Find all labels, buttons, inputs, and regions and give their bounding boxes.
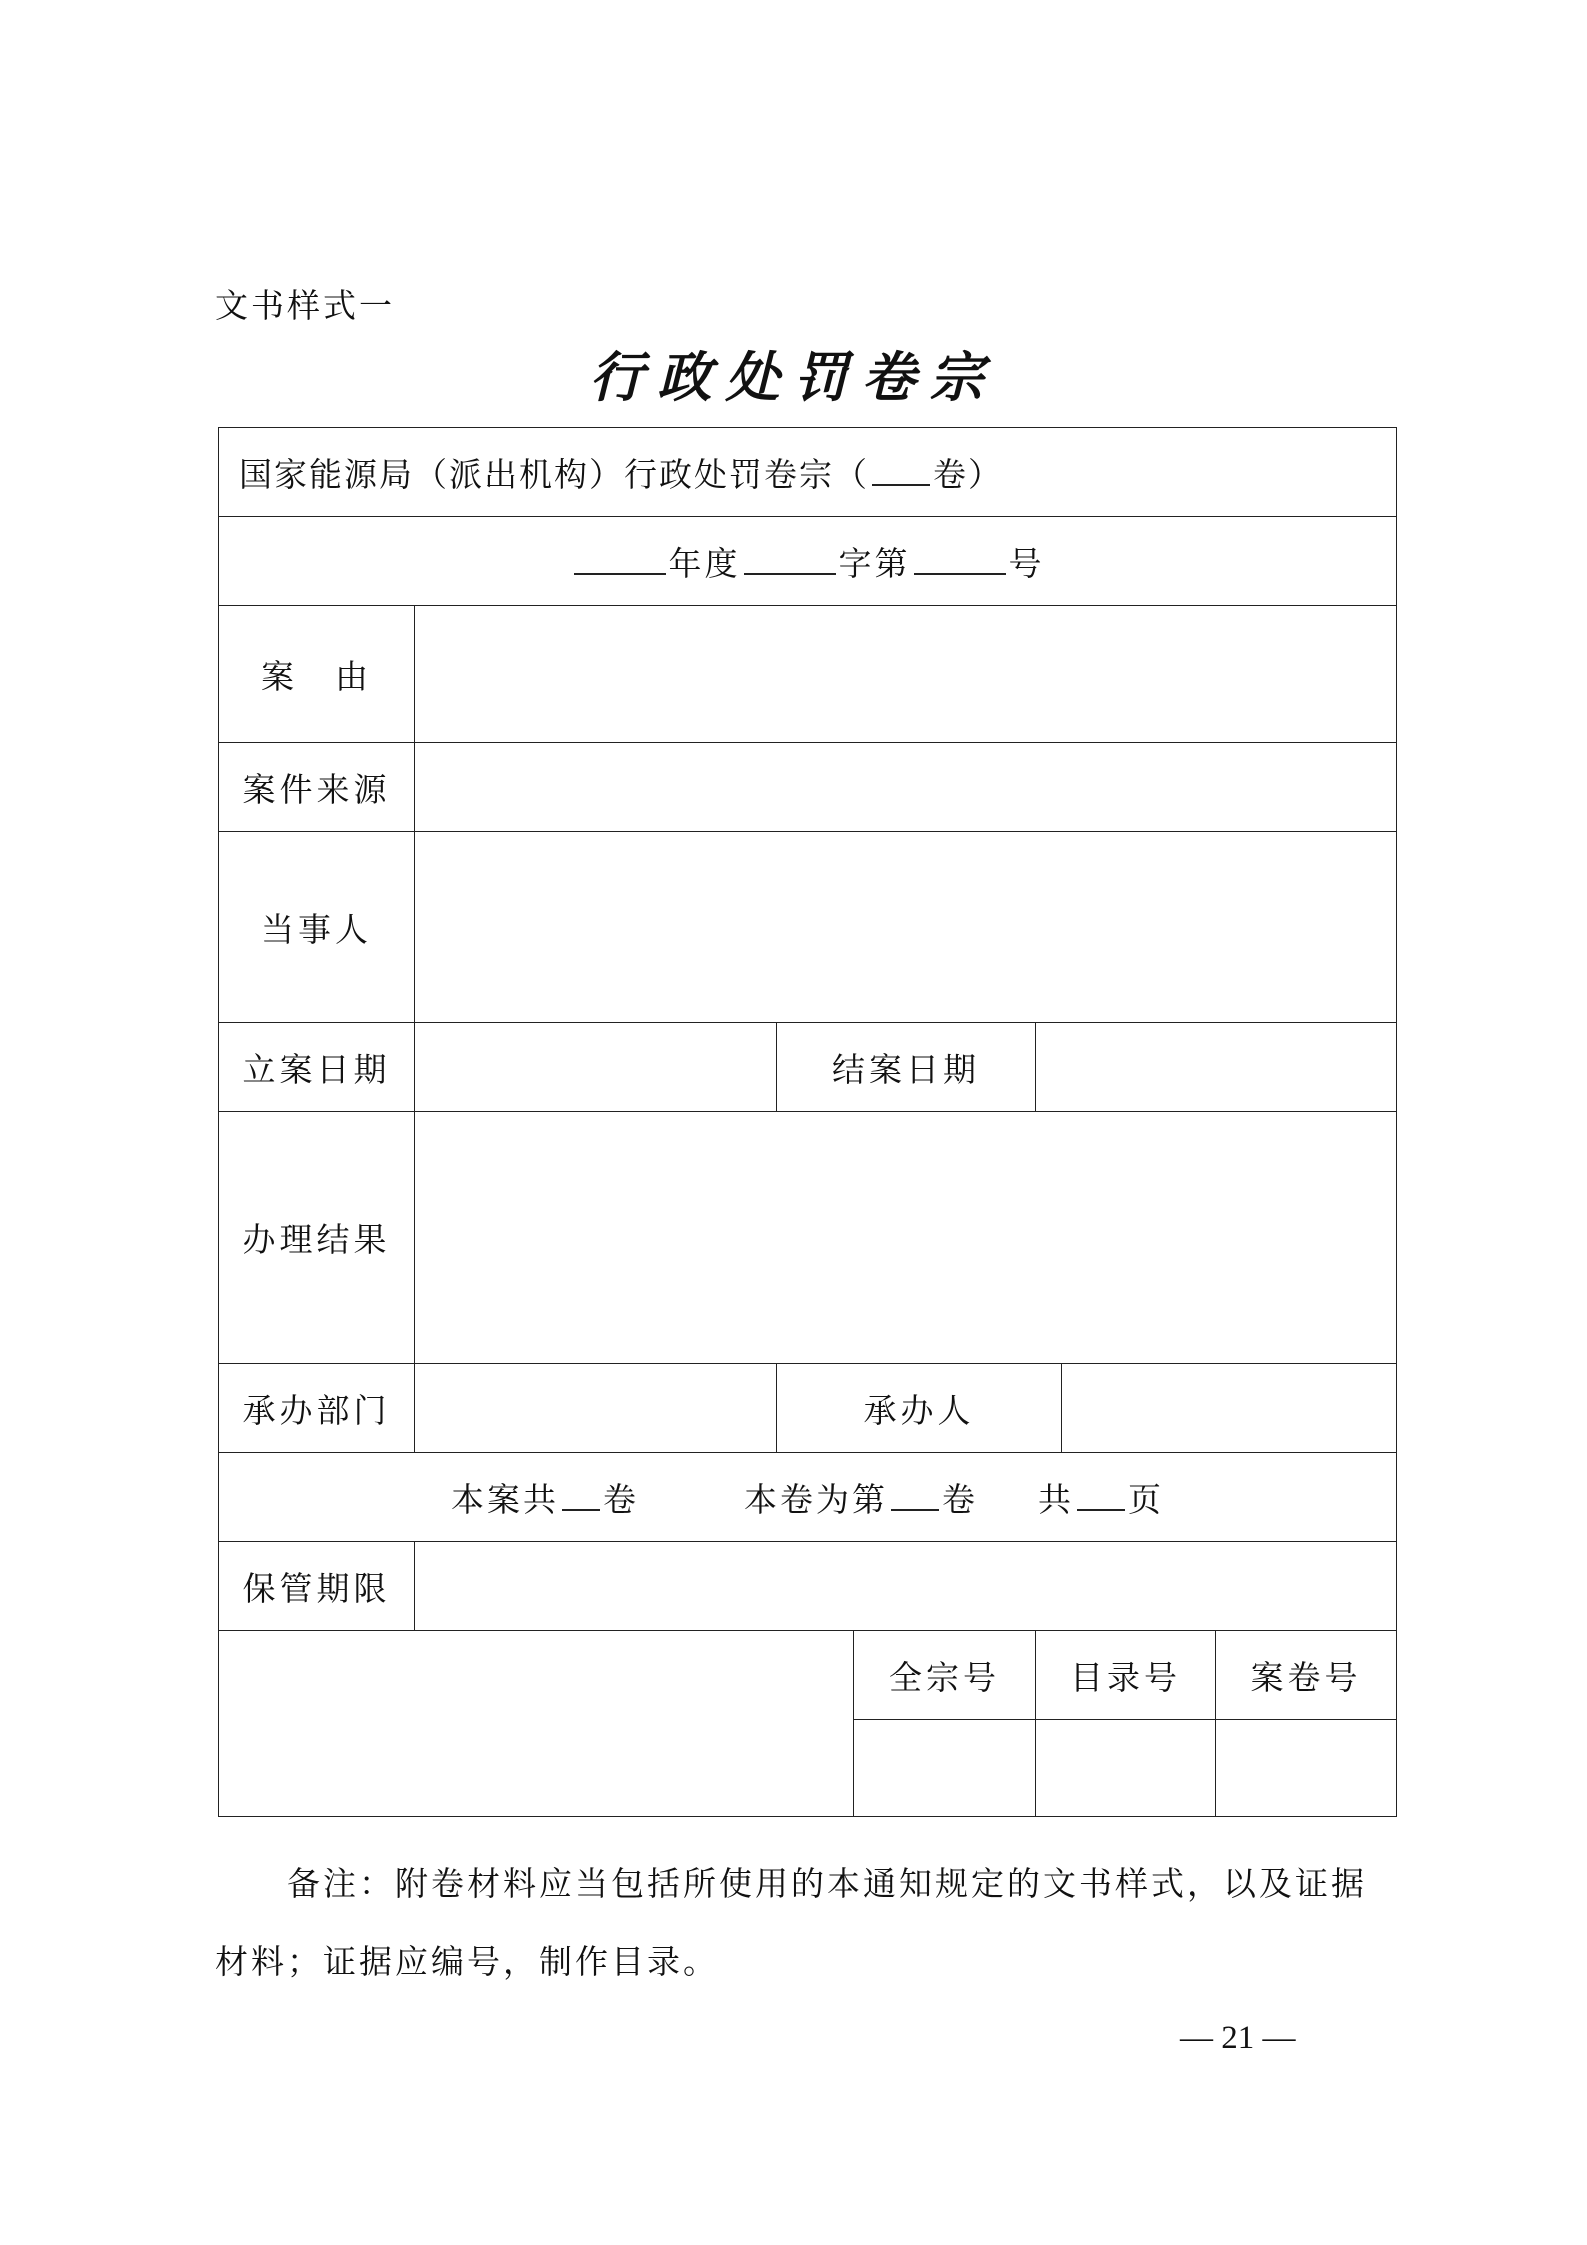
- filing-date-field[interactable]: [415, 1023, 777, 1112]
- volume-blank[interactable]: [872, 458, 930, 486]
- year-label: 年度: [668, 543, 741, 583]
- fonds-number-field[interactable]: [854, 1720, 1036, 1817]
- pages-suffix: 页: [1128, 1479, 1164, 1519]
- case-file-form: [218, 427, 1397, 1817]
- this-volume-prefix: 本卷为第: [744, 1479, 888, 1519]
- fonds-number-label: 全宗号: [854, 1631, 1036, 1720]
- document-style-label: 文书样式一: [215, 286, 395, 325]
- retention-label: 保管期限: [219, 1542, 415, 1631]
- party-label: 当事人: [219, 832, 415, 1023]
- number-label: 号: [1008, 543, 1045, 583]
- case-cause-label: 案 由: [219, 606, 415, 743]
- number-blank[interactable]: [914, 547, 1006, 575]
- total-volumes-prefix: 本案共: [451, 1479, 559, 1519]
- char-label: 字第: [838, 543, 911, 583]
- file-number-label: 案卷号: [1216, 1631, 1397, 1720]
- file-number-field[interactable]: [1216, 1720, 1397, 1817]
- result-field[interactable]: [415, 1112, 1397, 1364]
- volume-count-row: [219, 1453, 1397, 1542]
- filing-date-label: 立案日期: [219, 1023, 415, 1112]
- total-volumes-suffix: 卷: [603, 1479, 639, 1519]
- result-label: 办理结果: [219, 1112, 415, 1364]
- char-blank[interactable]: [744, 547, 836, 575]
- page-number: — 21 —: [1180, 2020, 1296, 2056]
- pages-blank[interactable]: [1077, 1483, 1125, 1511]
- this-volume-blank[interactable]: [891, 1483, 939, 1511]
- pages-prefix: 共: [1038, 1479, 1074, 1519]
- case-cause-field[interactable]: [415, 606, 1397, 743]
- closing-date-field[interactable]: [1036, 1023, 1397, 1112]
- closing-date-label: 结案日期: [777, 1023, 1036, 1112]
- file-number-row: [219, 517, 1397, 606]
- case-source-field[interactable]: [415, 743, 1397, 832]
- form-header-suffix: 卷）: [933, 454, 1003, 494]
- catalog-number-field[interactable]: [1036, 1720, 1216, 1817]
- remark-note: 备注：附卷材料应当包括所使用的本通知规定的文书样式，以及证据材料；证据应编号，制作目录。: [215, 1864, 1367, 1981]
- form-header-row: [219, 428, 1397, 517]
- year-blank[interactable]: [574, 547, 666, 575]
- document-title: 行政处罚卷宗: [589, 345, 998, 409]
- catalog-number-label: 目录号: [1036, 1631, 1216, 1720]
- case-source-label: 案件来源: [219, 743, 415, 832]
- party-field[interactable]: [415, 832, 1397, 1023]
- archive-blank-area: [219, 1631, 854, 1817]
- department-label: 承办部门: [219, 1364, 415, 1453]
- handler-field[interactable]: [1062, 1364, 1397, 1453]
- department-field[interactable]: [415, 1364, 777, 1453]
- total-volumes-blank[interactable]: [562, 1483, 600, 1511]
- this-volume-suffix: 卷: [942, 1479, 978, 1519]
- handler-label: 承办人: [777, 1364, 1062, 1453]
- form-header-prefix: 国家能源局（派出机构）行政处罚卷宗（: [239, 454, 869, 494]
- retention-field[interactable]: [415, 1542, 1397, 1631]
